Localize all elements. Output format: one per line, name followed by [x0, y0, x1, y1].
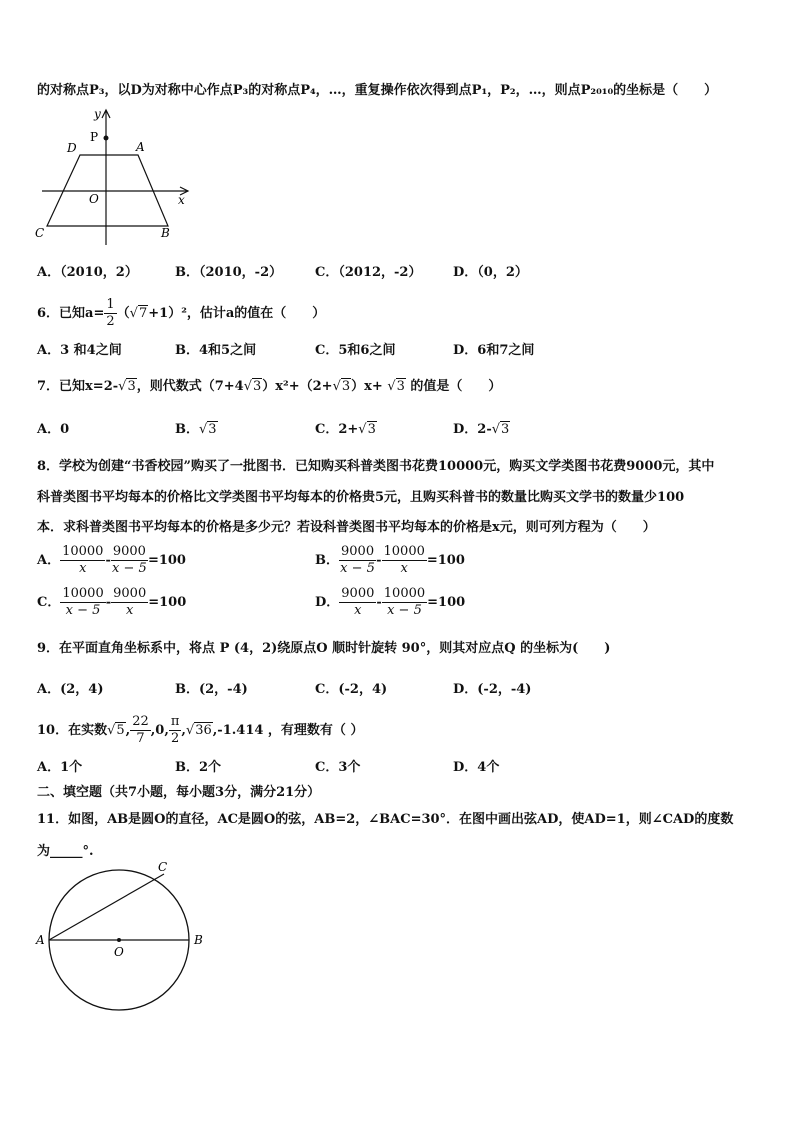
section-heading: 二、填空题（共7小题，每小题3分，满分21分） [37, 785, 321, 800]
q10-option-d: D．4个 [453, 760, 500, 775]
q5-stem: 的对称点P₃，以D为对称中心作点P₃的对称点P₄，…，重复操作依次得到点P₁，P₂，…，则点P₂₀₁₀的坐标是（ ） [37, 83, 718, 98]
q7-option-d: D．2-√3 [453, 422, 510, 437]
label-B: B [194, 933, 203, 947]
q9-stem: 9．在平面直角坐标系中，将点 P (4，2)绕原点O 顺时针旋转 90°，则其对应点Q 的坐标为( ) [37, 641, 611, 656]
q6-option-c: C．5和6之间 [315, 343, 396, 358]
q5-option-c: C．（2012，-2） [315, 265, 422, 280]
label-O: O [114, 945, 124, 959]
label-C: C [158, 860, 168, 874]
q10-stem: 10．在实数√5, $\frac{22}{7}$ ,0, $\frac{\pi}{2}$ ,√36,-1.414 ，有理数有（ ） [37, 714, 364, 746]
q8-option-a: A． $\frac{10000}{x}$ - $\frac{9000}{x - 5}$ =100 [37, 544, 186, 576]
q6-option-b: B．4和5之间 [175, 343, 257, 358]
q8-option-c: C． $\frac{10000}{x - 5}$ - $\frac{9000}{x}$ =100 [37, 586, 187, 618]
label-y: y [94, 107, 101, 121]
q10-option-b: B．2个 [175, 760, 222, 775]
q7-option-a: A．0 [37, 422, 70, 437]
q7-option-b: B．√3 [175, 422, 217, 437]
q8-stem-line-1: 8．学校为创建“书香校园”购买了一批图书．已知购买科普类图书花费10000元，购买文学类图书花费9000元，其中 [37, 459, 715, 474]
q9-option-a: A．(2，4) [37, 682, 104, 697]
q9-option-c: C．(-2，4) [315, 682, 388, 697]
q5-option-d: D．（0，2） [453, 265, 528, 280]
q10-option-c: C．3个 [315, 760, 361, 775]
label-B: B [161, 226, 170, 240]
label-A: A [36, 933, 45, 947]
q6-stem: 6．已知a= $\frac{1}{2}$ （√7+1）²，估计a的值在（ ） [37, 297, 326, 329]
q8-stem-line-3: 本．求科普类图书平均每本的价格是多少元？若设科普类图书平均每本的价格是x元，则可列方程为（ ） [37, 520, 656, 535]
circle-figure [30, 860, 220, 1020]
q7-stem: 7．已知x=2-√3，则代数式（7+4√3）x²+（2+√3）x+ √3 的值是（ ） [37, 379, 502, 394]
q8-option-d: D． $\frac{9000}{x}$ - $\frac{10000}{x - 5}$ =100 [315, 586, 466, 618]
label-x: x [178, 193, 185, 207]
q8-stem-line-2: 科普类图书平均每本的价格比文学类图书平均每本的价格贵5元，且购买科普书的数量比购买文学书的数量少100 [37, 490, 685, 505]
q7-option-c: C．2+√3 [315, 422, 376, 437]
q6-option-d: D．6和7之间 [453, 343, 535, 358]
q10-option-a: A．1个 [37, 760, 83, 775]
q5-option-a: A．（2010，2） [37, 265, 138, 280]
q11-stem-line-2: 为_____°. [37, 844, 94, 859]
trapezoid-figure [30, 105, 200, 250]
q8-option-b: B． $\frac{9000}{x - 5}$ - $\frac{10000}{x}$ =100 [315, 544, 465, 576]
label-A: A [136, 140, 145, 154]
q9-option-d: D．(-2，-4) [453, 682, 532, 697]
q6-option-a: A．3 和4之间 [37, 343, 122, 358]
q5-option-b: B．（2010，-2） [175, 265, 283, 280]
q11-stem-line-1: 11．如图，AB是圆O的直径，AC是圆O的弦，AB=2，∠BAC=30°．在图中画出弦AD，使AD=1，则∠CAD的度数 [37, 812, 734, 827]
label-D: D [67, 141, 77, 155]
q9-option-b: B．(2，-4) [175, 682, 248, 697]
label-O: O [89, 192, 99, 206]
label-C: C [35, 226, 45, 240]
label-P: P [90, 130, 99, 144]
